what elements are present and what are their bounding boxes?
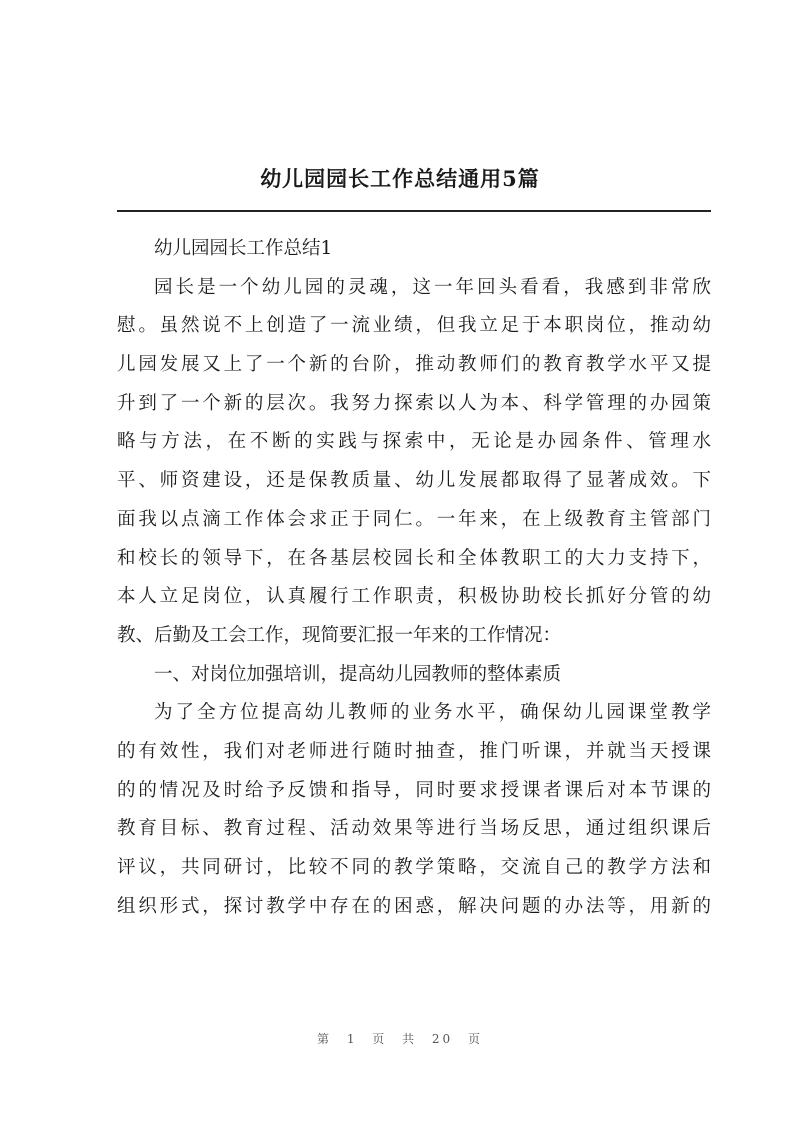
body-line: 略与方法，在不断的实践与探索中，无论是办园条件、管理水 (117, 431, 711, 453)
body-line: 园长是一个幼儿园的灵魂，这一年回头看看，我感到非常欣 (154, 276, 711, 298)
body-line: 评议，共同研讨，比较不同的教学策略，交流自己的教学方法和 (117, 857, 711, 878)
body-line: 为了全方位提高幼儿教师的业务水平，确保幼儿园课堂教学 (154, 702, 711, 724)
document-body (117, 230, 711, 926)
body-line: 平、师资建设，还是保教质量、幼儿发展都取得了显著成效。下 (117, 470, 711, 492)
body-line: 组织形式，探讨教学中存在的困惑，解决问题的办法等，用新的 (117, 895, 711, 917)
body-line: 升到了一个新的层次。我努力探索以人为本、科学管理的办园策 (117, 392, 711, 414)
body-line: 慰。虽然说不上创造了一流业绩，但我立足于本职岗位，推动幼 (117, 315, 711, 337)
document-title: 幼儿园园长工作总结通用5篇 (260, 166, 540, 191)
title-divider (117, 210, 711, 212)
body-line: 本人立足岗位，认真履行工作职责，积极协助校长抓好分管的幼 (117, 586, 711, 608)
body-line: 面我以点滴工作体会求正于同仁。一年来，在上级教育主管部门 (117, 508, 711, 530)
body-line: 的的情况及时给予反馈和指导，同时要求授课者课后对本节课的 (117, 779, 711, 801)
body-line: 一、对岗位加强培训，提高幼儿园教师的整体素质 (154, 663, 562, 685)
body-line: 和校长的领导下，在各基层校园长和全体教职工的大力支持下， (117, 547, 711, 569)
body-line: 教、后勤及工会工作，现简要汇报一年来的工作情况： (117, 624, 562, 646)
body-line: 儿园发展又上了一个新的台阶，推动教师们的教育教学水平又提 (117, 354, 711, 376)
body-line: 教育目标、教育过程、活动效果等进行当场反思，通过组织课后 (117, 818, 711, 840)
body-line: 幼儿园园长工作总结1 (154, 238, 333, 259)
body-line: 的有效性，我们对老师进行随时抽查，推门听课，并就当天授课 (117, 740, 711, 762)
page-footer: 第 1 页 共 20 页 (317, 1032, 483, 1046)
